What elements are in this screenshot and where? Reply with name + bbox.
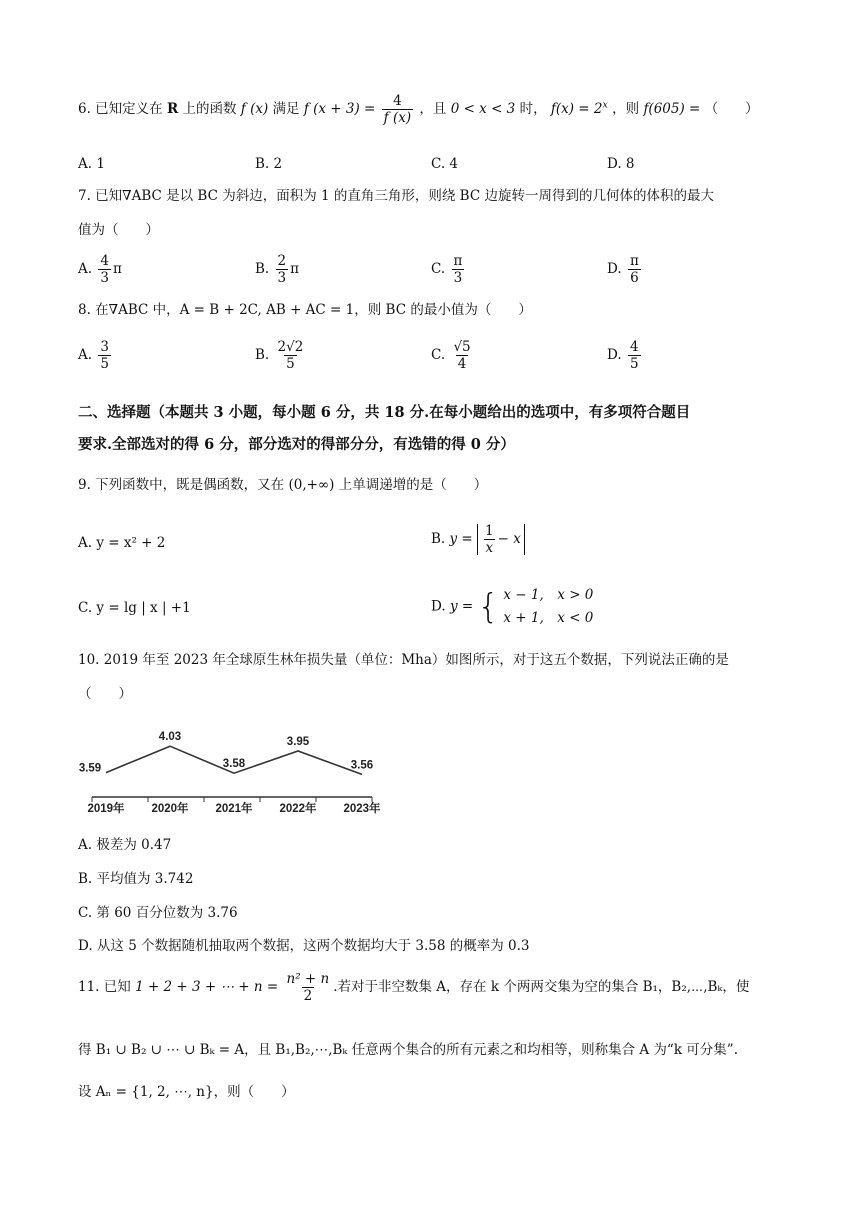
q6-fraction: $\frac{4}{f (x)}$ — [383, 93, 412, 127]
q6-real-set: R — [166, 101, 179, 118]
chart-category-label: 2023年 — [343, 803, 381, 815]
q9-option-a[interactable]: A. y = x² + 2 — [78, 535, 166, 551]
question-7-line1: 7. 已知∇ABC 是以 BC 为斜边，面积为 1 的直角三角形，则绕 BC 边旋转一周得到的几何体的体积的最大 — [78, 188, 714, 204]
q6-cond1: 满足 — [272, 101, 300, 118]
q8-option-c[interactable]: C. $\frac{√5}{4}$ — [431, 339, 471, 373]
q8-option-b[interactable]: B. $\frac{2√2}{5}$ — [255, 339, 304, 373]
q7-option-a[interactable]: A. $\frac{4}{3}$ π — [78, 253, 122, 287]
question-6 — [78, 94, 759, 125]
q6-mid: 上的函数 — [182, 101, 237, 118]
q6-fx3: f (x + 3) = — [303, 101, 376, 118]
chart-category-label: 2020年 — [151, 803, 189, 815]
forest-loss-chart — [78, 728, 382, 818]
q6-option-c[interactable]: C. 4 — [431, 156, 459, 172]
section-2-heading-line2: 要求.全部选对的得 6 分，部分选对的得部分分，有选错的得 0 分） — [78, 436, 515, 453]
chart-data-label: 3.95 — [286, 736, 310, 748]
chart-category-label: 2022年 — [279, 803, 317, 815]
chart-data-label: 3.58 — [222, 758, 246, 771]
chart-data-label: 4.03 — [158, 731, 182, 744]
q6-ask: ，则 — [612, 101, 640, 118]
question-7-line2: 值为（ ） — [78, 222, 159, 238]
q6-def: $f(x) = 2^x$ — [550, 99, 608, 118]
chart-data-label: 3.56 — [350, 759, 374, 772]
chart-category-label: 2021年 — [215, 803, 253, 815]
question-10-line1: 10. 2019 年至 2023 年全球原生林年损失量（单位：Mha）如图所示，对于这五个数据，下列说法正确的是 — [78, 652, 729, 668]
question-11-line3: 设 Aₙ = {1, 2, ⋯, n}，则（ ） — [78, 1084, 295, 1100]
question-11-line1: 11. 已知 1 + 2 + 3 + ⋯ + n = $\frac{\text{n² + n}}{2}$ .若对于非空数集 A，存在 k 个两两交集为空的集合 B₁，B₂,⋯,Bₖ，使 — [78, 971, 750, 1005]
q8-option-a[interactable]: A. $\frac{3}{5}$ — [78, 339, 109, 373]
question-11-line2: 得 B₁ ∪ B₂ ∪ ⋯ ∪ Bₖ = A，且 B₁,B₂,⋯,Bₖ 任意两个集合的所有元素之和均相等，则称集合 A 为“k 可分集”. — [78, 1042, 738, 1058]
q7-option-d[interactable]: D. $\frac{\pi}{6}$ — [607, 253, 639, 287]
question-10-line2: （ ） — [78, 686, 132, 702]
q10-option-b[interactable]: B. 平均值为 3.742 — [78, 871, 194, 887]
q8-option-d[interactable]: D. $\frac{4}{5}$ — [607, 339, 639, 373]
q7-option-b[interactable]: B. $\frac{2}{3}$ π — [255, 253, 299, 287]
q6-cond2: ，且 — [419, 101, 447, 118]
q6-prefix: 6. 已知定义在 — [78, 101, 163, 118]
q6-paren: （ ） — [704, 101, 759, 118]
q10-option-d[interactable]: D. 从这 5 个数据随机抽取两个数据，这两个数据均大于 3.58 的概率为 0.3 — [78, 938, 530, 954]
q10-option-a[interactable]: A. 极差为 0.47 — [78, 837, 172, 853]
q6-option-b[interactable]: B. 2 — [255, 156, 283, 172]
q6-option-a[interactable]: A. 1 — [78, 156, 105, 172]
question-9: 9. 下列函数中，既是偶函数，又在 (0,+∞) 上单调递增的是（ ） — [78, 477, 488, 493]
q9-option-c[interactable]: C. y = lg | x | +1 — [78, 600, 191, 616]
q6-range: 0 < x < 3 — [450, 101, 516, 118]
q7-option-c[interactable]: C. $\frac{\pi}{3}$ — [431, 253, 463, 287]
q6-fx: f (x) — [240, 101, 269, 118]
q6-target: f(605) = — [643, 101, 701, 118]
q6-cond3: 时， — [519, 101, 547, 118]
q9-option-d[interactable]: D. y = { x − 1, x > 0 x + 1, x < 0 — [431, 586, 594, 627]
question-8: 8. 在∇ABC 中，A = B + 2C, AB + AC = 1，则 BC 的最小值为（ ） — [78, 302, 532, 318]
q6-option-d[interactable]: D. 8 — [607, 156, 635, 172]
q10-option-c[interactable]: C. 第 60 百分位数为 3.76 — [78, 905, 238, 921]
q9-option-b[interactable]: B. y = $\frac{1}{x}$ − x — [431, 524, 525, 555]
section-2-heading-line1: 二、选择题（本题共 3 小题，每小题 6 分，共 18 分.在每小题给出的选项中，有多项符合题目 — [78, 404, 691, 421]
chart-data-label: 3.59 — [78, 762, 102, 775]
chart-category-label: 2019年 — [87, 803, 125, 815]
